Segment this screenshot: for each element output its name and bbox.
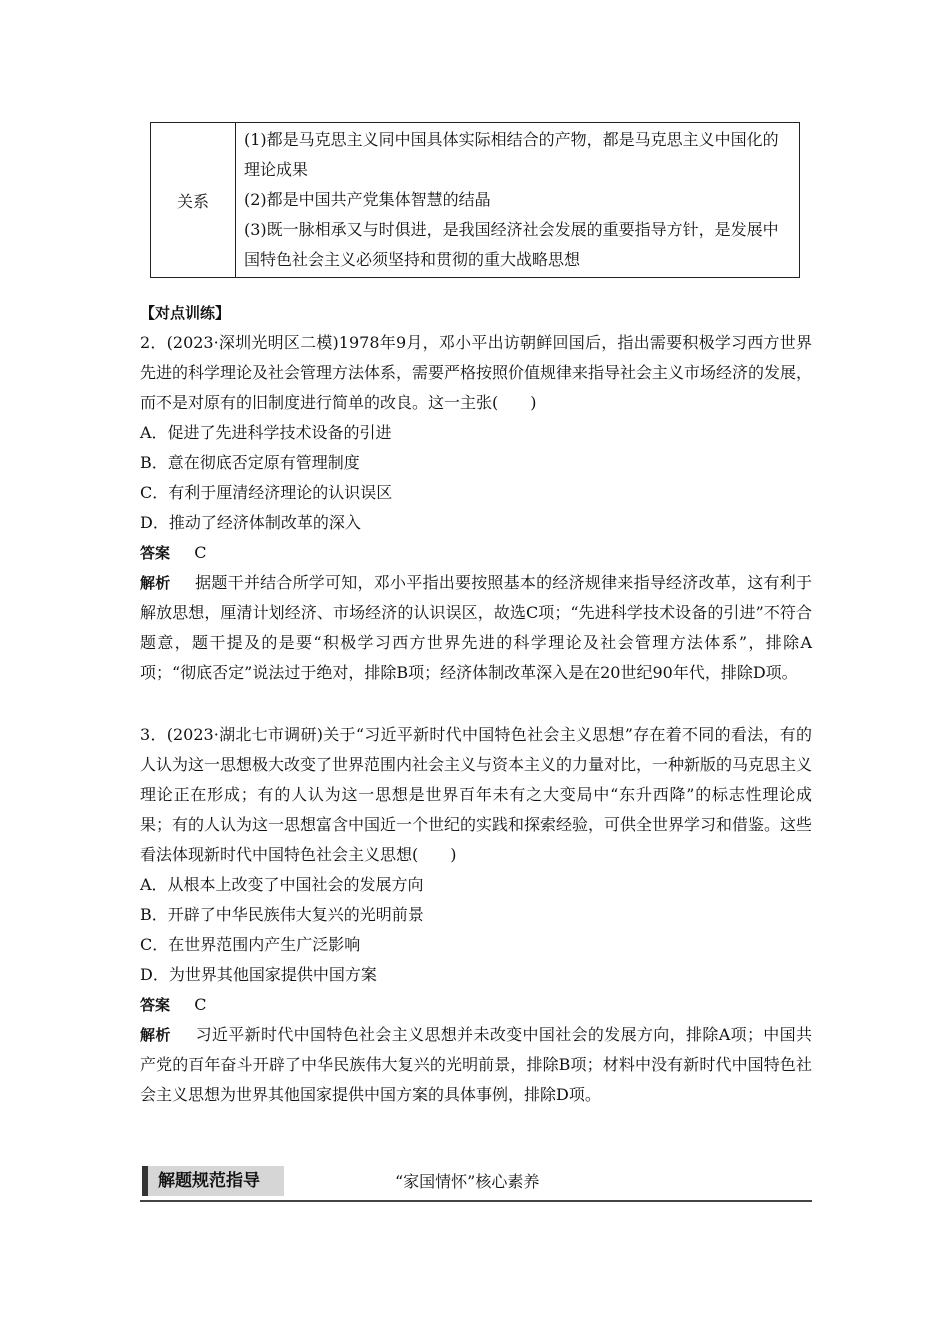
- section-tag: 【对点训练】: [140, 304, 231, 322]
- section-band-label: 解题规范指导: [142, 1166, 284, 1196]
- question-3: [140, 720, 812, 1110]
- explanation-label: 解析: [140, 1026, 171, 1044]
- explanation-text: 习近平新时代中国特色社会主义思想并未改变中国社会的发展方向，排除A项；中国共产党的百年奋斗开辟了中华民族伟大复兴的光明前景，排除B项；材料中没有新时代中国特色社会主义思想为世界其他国家提供中国方案的具体事例，排除D项。: [140, 1025, 812, 1104]
- option-b: B．意在彻底否定原有管理制度: [140, 453, 360, 472]
- option-a: A．促进了先进科学技术设备的引进: [140, 423, 392, 442]
- explanation: [140, 1020, 812, 1110]
- option-c: C．有利于厘清经济理论的认识误区: [140, 483, 393, 502]
- explanation-label: 解析: [140, 574, 171, 592]
- relation-line-1: (1)都是马克思主义同中国具体实际相结合的产物，都是马克思主义中国化的理论成果: [244, 130, 779, 179]
- answer-label: 答案: [140, 996, 171, 1014]
- relation-table: [150, 122, 800, 278]
- relation-line-3: (3)既一脉相承又与时俱进，是我国经济社会发展的重要指导方针，是发展中国特色社会主义必须坚持和贯彻的重大战略思想: [244, 220, 779, 269]
- relation-body-cell: [236, 123, 800, 278]
- option-c: C．在世界范围内产生广泛影响: [140, 935, 361, 954]
- question-stem: 3．(2023·湖北七市调研)关于“习近平新时代中国特色社会主义思想”存在着不同的看法，有的人认为这一思想极大改变了世界范围内社会主义与资本主义的力量对比，一种新版的马克思主义理论正在形成；有的人认为这一思想是世界百年未有之大变局中“东升西降”的标志性理论成果；有的人认为这一思想富含中国近一个世纪的实践和探索经验，可供全世界学习和借鉴。这些看法体现新时代中国特色社会主义思想( ): [140, 725, 813, 864]
- answer-label: 答案: [140, 544, 171, 562]
- explanation: [140, 568, 812, 688]
- section-band-title: “家国情怀”核心素养: [395, 1172, 540, 1191]
- explanation-text: 据题干并结合所学可知，邓小平指出要按照基本的经济规律来指导经济改革，这有利于解放思想，厘清计划经济、市场经济的认识误区，故选C项；“先进科学技术设备的引进”不符合题意，题干提及的是要“积极学习西方世界先进的科学理论及社会管理方法体系”，排除A项；“彻底否定”说法过于绝对，排除B项；经济体制改革深入是在20世纪90年代，排除D项。: [140, 573, 812, 682]
- option-d: D．推动了经济体制改革的深入: [140, 513, 361, 532]
- relation-head-cell: 关系: [151, 123, 236, 278]
- question-stem: 2．(2023·深圳光明区二模)1978年9月，邓小平出访朝鲜回国后，指出需要积极学习西方世界先进的科学理论及社会管理方法体系，需要严格按照价值规律来指导社会主义市场经济的发展，而不是对原有的旧制度进行简单的改良。这一主张( ): [140, 333, 813, 412]
- question-2: [140, 328, 812, 688]
- section-header-band: [140, 1166, 812, 1204]
- answer-value: C: [194, 995, 207, 1014]
- relation-line-2: (2)都是中国共产党集体智慧的结晶: [244, 190, 491, 209]
- option-a: A．从根本上改变了中国社会的发展方向: [140, 875, 424, 894]
- answer-value: C: [194, 543, 207, 562]
- answer-line: [140, 990, 812, 1020]
- section-divider: [140, 1200, 812, 1202]
- option-b: B．开辟了中华民族伟大复兴的光明前景: [140, 905, 424, 924]
- answer-line: [140, 538, 812, 568]
- option-d: D．为世界其他国家提供中国方案: [140, 965, 377, 984]
- table-row: [151, 123, 800, 278]
